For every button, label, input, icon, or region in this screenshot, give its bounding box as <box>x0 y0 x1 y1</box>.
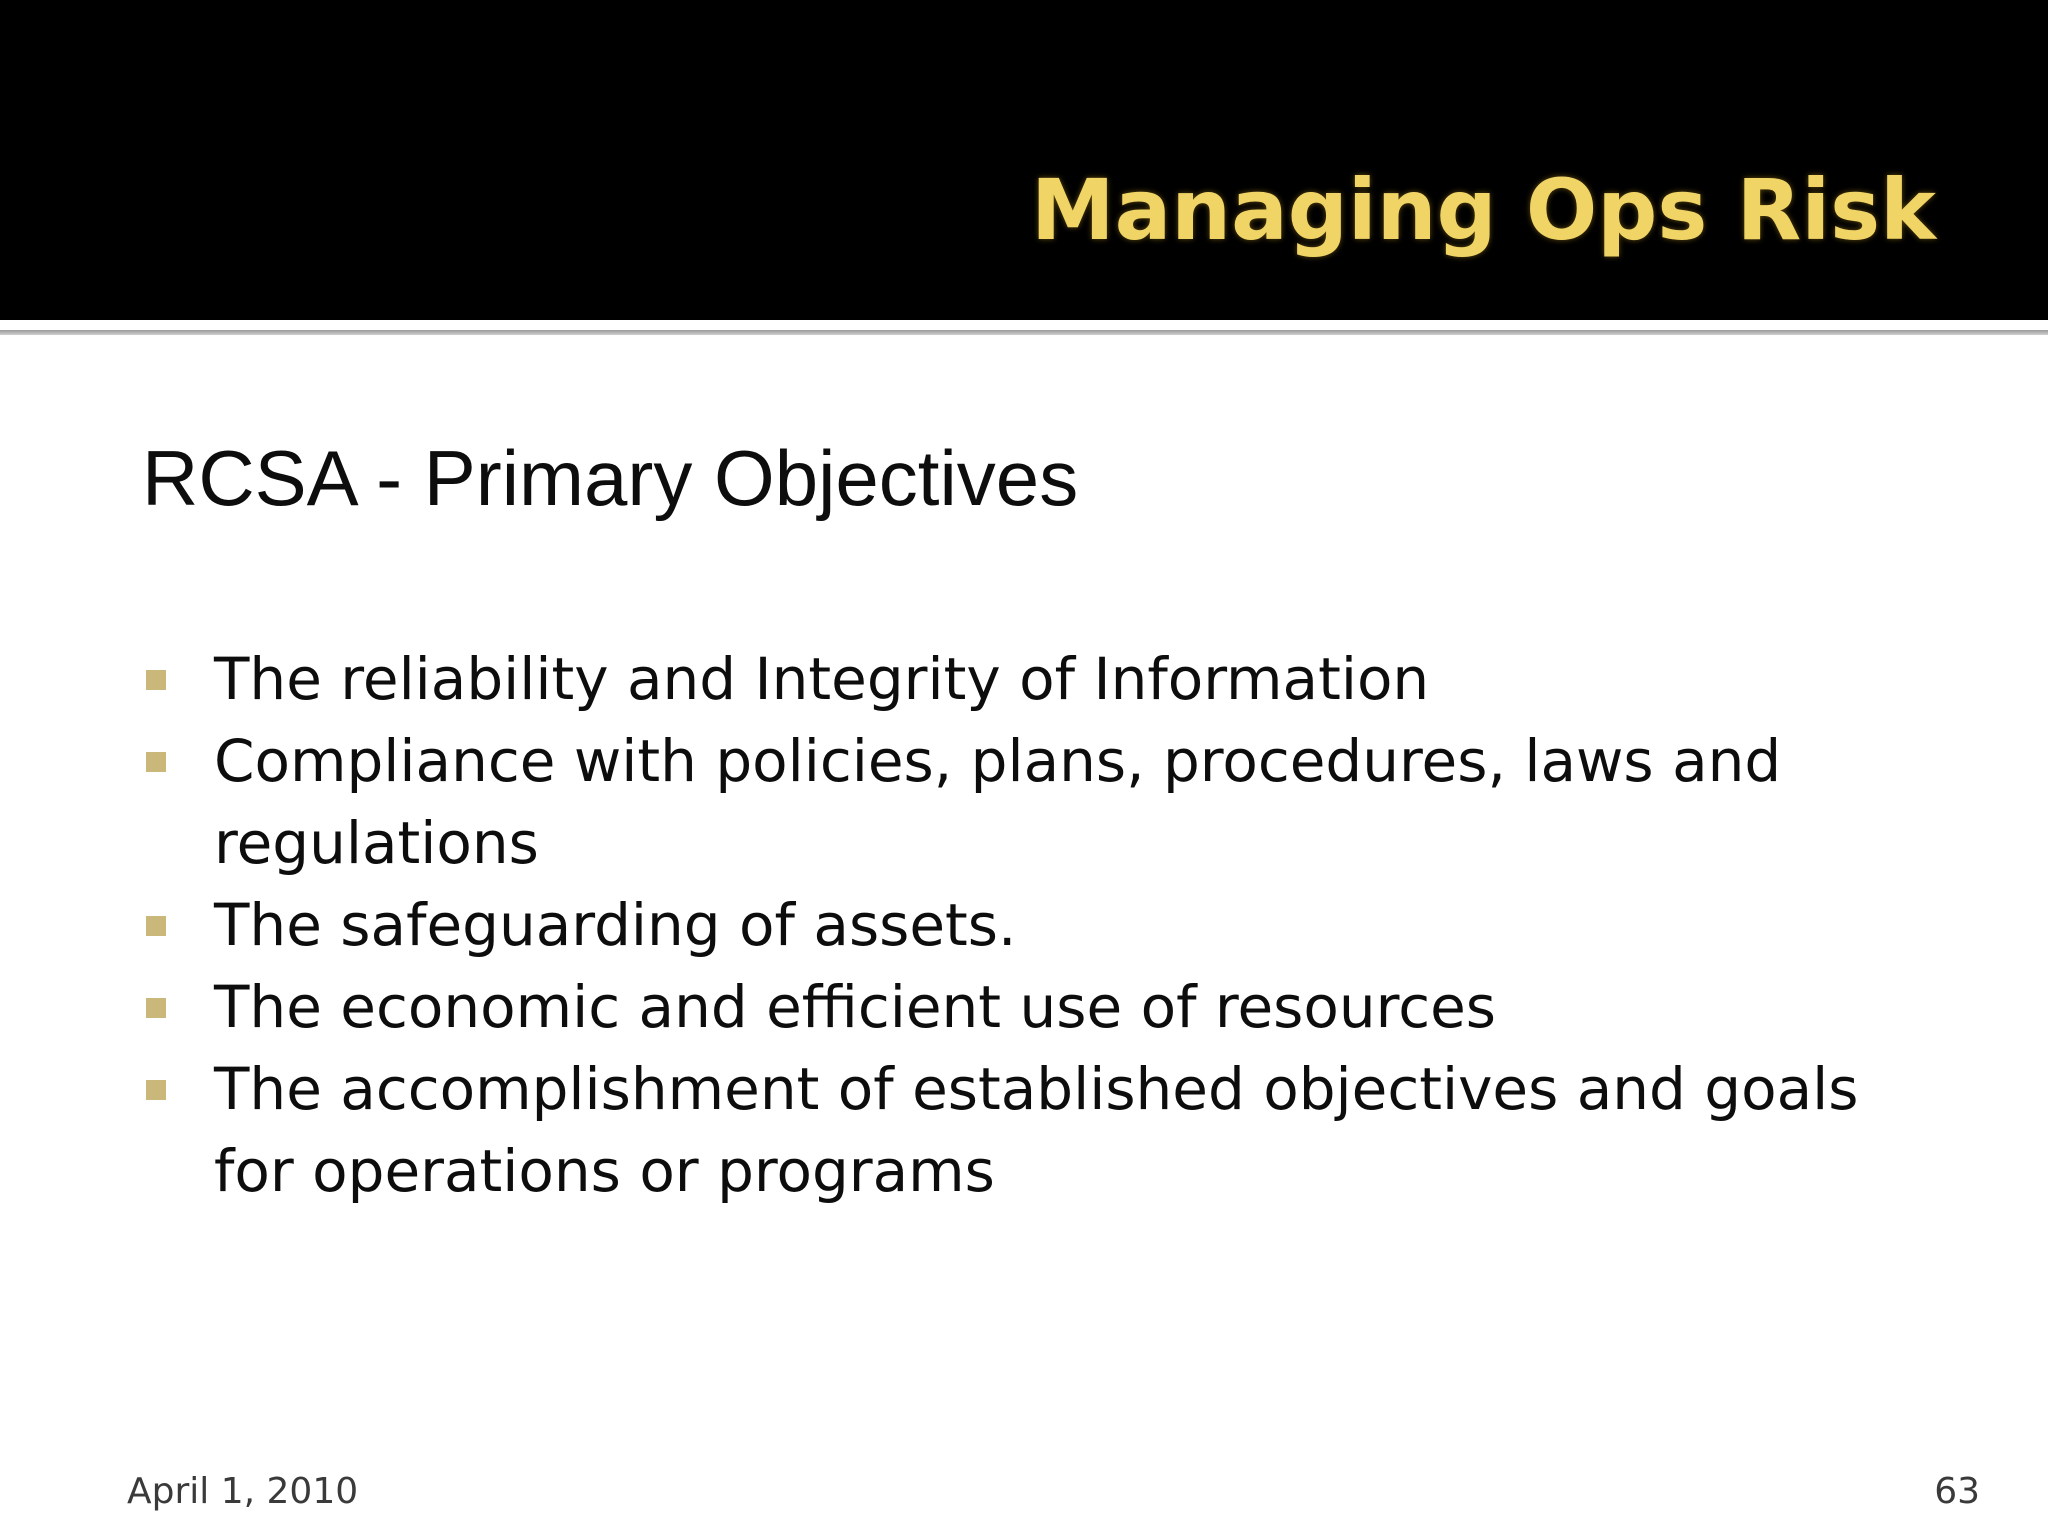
header-divider <box>0 330 2048 335</box>
bullet-item <box>142 884 1942 966</box>
square-bullet-icon <box>146 916 166 936</box>
header-divider-light <box>0 320 2048 330</box>
square-bullet-icon <box>146 752 166 772</box>
page-number: 63 <box>1934 1471 1980 1512</box>
bullet-text: The reliability and Integrity of Information <box>214 645 1430 713</box>
bullet-text: Compliance with policies, plans, procedures, laws and regulations <box>214 727 1782 877</box>
bullet-item <box>142 720 1942 884</box>
bullet-item <box>142 1048 1942 1212</box>
slide-title: Managing Ops Risk <box>1031 161 1936 259</box>
slide-subtitle: RCSA - Primary Objectives <box>142 434 1079 522</box>
bullet-item <box>142 638 1942 720</box>
footer-date: April 1, 2010 <box>127 1471 359 1512</box>
header-band <box>0 0 2048 320</box>
bullet-list <box>142 638 1942 1212</box>
square-bullet-icon <box>146 998 166 1018</box>
bullet-text: The safeguarding of assets. <box>214 891 1017 959</box>
square-bullet-icon <box>146 670 166 690</box>
bullet-item <box>142 966 1942 1048</box>
bullet-text: The economic and efficient use of resources <box>214 973 1497 1041</box>
bullet-text: The accomplishment of established objectives and goals for operations or programs <box>214 1055 1859 1205</box>
square-bullet-icon <box>146 1080 166 1100</box>
